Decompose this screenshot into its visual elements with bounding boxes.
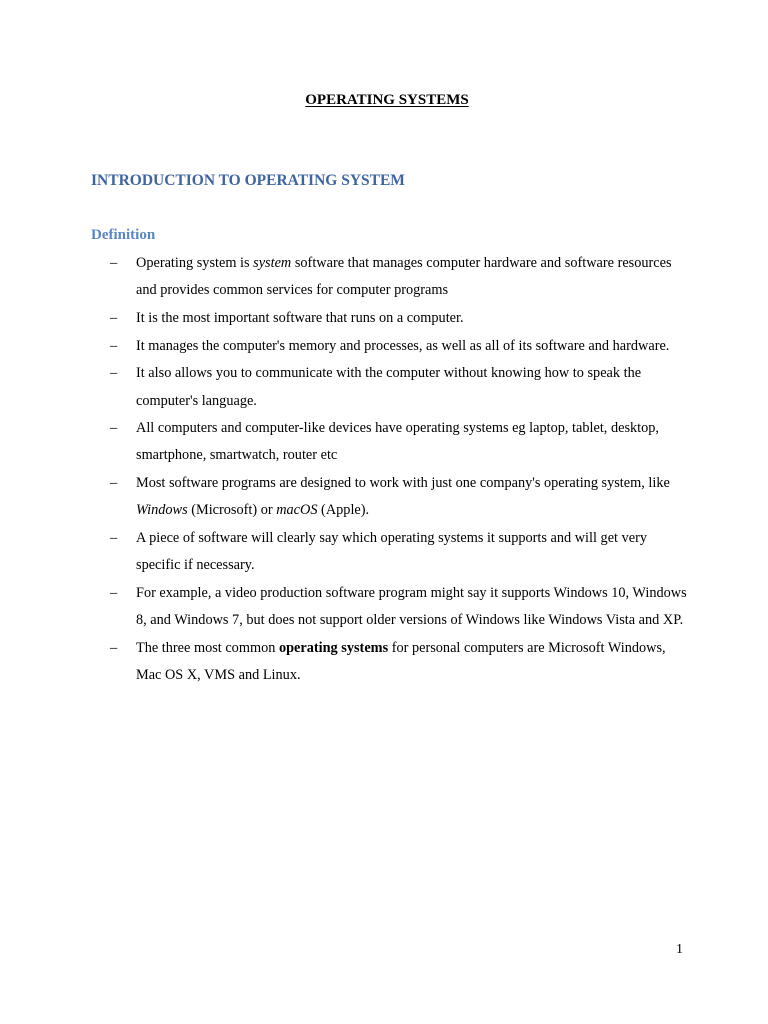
bullet-item — [0, 360, 768, 414]
definition-heading: Definition — [91, 227, 156, 243]
bullet-dash-icon: – — [110, 639, 118, 656]
page-number: 1 — [676, 942, 683, 957]
bullet-text: It also allows you to communicate with the computer without knowing how to speak the computer's language. — [136, 365, 642, 409]
bullet-item — [0, 635, 768, 689]
bullet-item — [0, 333, 768, 360]
bullet-item — [0, 525, 768, 579]
bullet-item — [0, 305, 768, 332]
bullet-text: It is the most important software that runs on a computer. — [136, 309, 464, 326]
bullet-text: system — [253, 255, 292, 271]
bullet-text: Windows — [136, 502, 188, 519]
bullet-text: For example, a video production software program might say it supports Windows 10, Windows 8, and Windows 7, but does not support older versions of Windows like Windows Vista and XP. — [136, 584, 687, 629]
document-title: OPERATING SYSTEMS — [305, 92, 469, 108]
bullet-text: Operating system is — [136, 255, 254, 271]
definition-bullet-list — [0, 250, 768, 690]
bullet-text: macOS — [276, 502, 318, 519]
bullet-dash-icon: – — [110, 309, 118, 326]
bullet-dash-icon: – — [110, 475, 118, 492]
bullet-dash-icon: – — [110, 420, 118, 437]
bullet-item — [0, 580, 768, 634]
bullet-text: (Apple). — [317, 502, 370, 519]
bullet-text: software that manages computer hardware and software resources and provides common services for computer programs — [136, 255, 672, 299]
bullet-text: It manages the computer's memory and processes, as well as all of its software and hardware. — [136, 337, 670, 354]
bullet-text: All computers and computer-like devices have operating systems eg laptop, tablet, desktop, smartphone, smartwatch, router etc — [136, 420, 659, 464]
bullet-dash-icon: – — [110, 365, 118, 382]
bullet-dash-icon: – — [110, 584, 118, 601]
bullet-item — [0, 250, 768, 304]
bullet-text: for personal computers are Microsoft Windows, Mac OS X, VMS and Linux. — [136, 639, 666, 684]
section-heading: INTRODUCTION TO OPERATING SYSTEM — [91, 172, 405, 189]
bullet-text: operating systems — [278, 639, 389, 656]
bullet-dash-icon: – — [110, 337, 118, 354]
bullet-text: The three most common — [136, 639, 279, 656]
bullet-dash-icon: – — [110, 530, 118, 547]
bullet-text: Most software programs are designed to work with just one company's operating system, like — [136, 475, 670, 492]
bullet-item — [0, 470, 768, 524]
bullet-dash-icon: – — [110, 255, 118, 271]
bullet-item — [0, 415, 768, 469]
bullet-text: (Microsoft) or — [187, 502, 277, 519]
bullet-text: A piece of software will clearly say which operating systems it supports and will get very specific if necessary. — [136, 530, 647, 574]
